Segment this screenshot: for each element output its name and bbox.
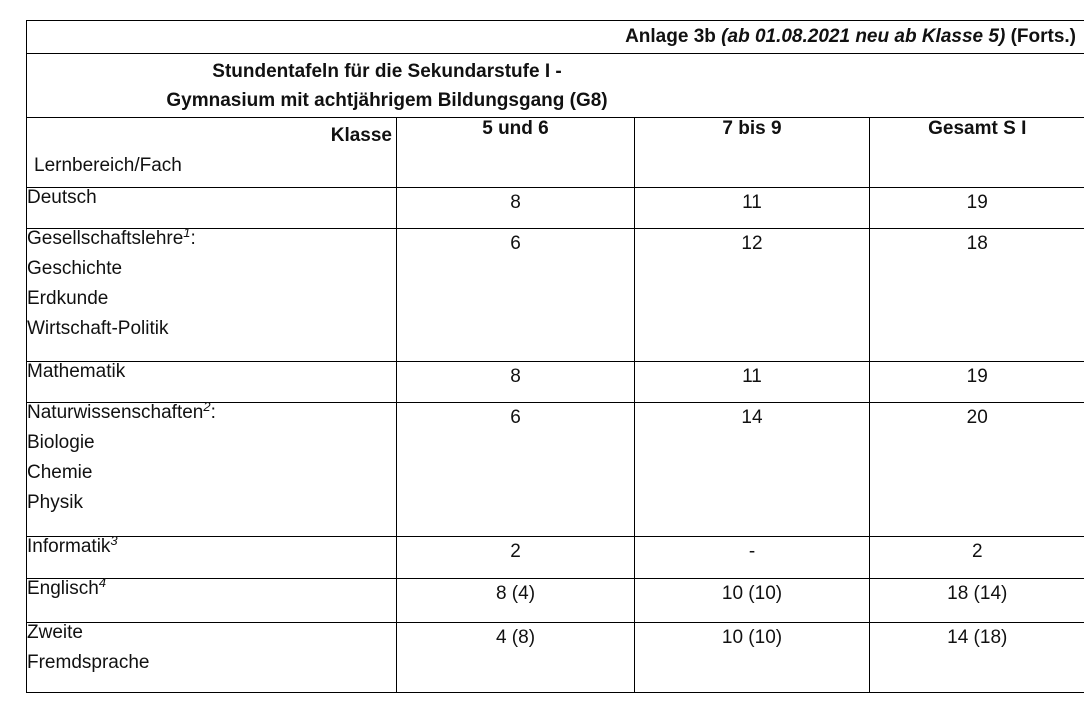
table-row: [27, 403, 1084, 537]
value-5-6: 6: [397, 403, 635, 537]
value-7-9: 14: [635, 403, 870, 537]
fach-cell: [27, 623, 397, 693]
header-cell-fach: [27, 118, 397, 188]
fach-cell: [27, 188, 397, 229]
fach-cell: [27, 575, 397, 623]
anlage-label: Anlage 3b (ab 01.08.2021 neu ab Klasse 5) (Forts.): [625, 26, 1076, 47]
fach-subitem: Erdkunde: [27, 288, 109, 309]
fach-name: Mathematik: [27, 361, 126, 382]
value-5-6: 2: [397, 537, 635, 579]
fach-cell: [27, 362, 397, 403]
table-row: [27, 537, 1084, 579]
value-7-9: 10 (10): [635, 623, 870, 693]
table-row: [27, 623, 1084, 693]
fach-cell: [27, 399, 397, 537]
header-lernbereich: Lernbereich/Fach: [34, 155, 182, 176]
value-7-9: 11: [635, 188, 870, 229]
title-line-2: Gymnasium mit achtjährigem Bildungsgang (G8): [166, 90, 608, 111]
table-row: [27, 188, 1084, 229]
value-gesamt: 18 (14): [870, 579, 1084, 623]
table-row: [27, 579, 1084, 623]
value-5-6: 8: [397, 188, 635, 229]
value-7-9: 10 (10): [635, 579, 870, 623]
fach-suffix: :: [190, 228, 196, 249]
fach-name: Englisch$^4$: [27, 575, 107, 599]
fach-suffix: :: [210, 402, 216, 423]
value-gesamt: 19: [870, 188, 1084, 229]
table-header-row: [27, 118, 1084, 188]
header-col-7-9: 7 bis 9: [635, 118, 870, 188]
fach-subitem: Chemie: [27, 462, 93, 483]
anlage-date-note: (ab 01.08.2021 neu ab Klasse 5): [721, 26, 1006, 47]
footnote-marker: 4: [98, 575, 107, 590]
stundentafel-table: [26, 117, 1084, 693]
fach-name: Gesellschaftslehre$^1$:: [27, 225, 196, 249]
footnote-marker: 1: [183, 225, 191, 240]
fach-name: Informatik$^3$: [27, 533, 118, 557]
value-gesamt: 19: [870, 362, 1084, 403]
fach-cell: [27, 225, 397, 362]
fach-name: Zweite: [27, 622, 83, 643]
anlage-header-row: [26, 20, 1084, 54]
value-gesamt: 18: [870, 229, 1084, 362]
value-5-6: 6: [397, 229, 635, 362]
footnote-marker: 3: [110, 533, 118, 548]
fach-subitem: Physik: [27, 492, 83, 513]
value-7-9: -: [635, 537, 870, 579]
title-row: [26, 53, 1084, 118]
value-5-6: 8 (4): [397, 579, 635, 623]
header-klasse: Klasse: [330, 125, 392, 146]
value-gesamt: 2: [870, 537, 1084, 579]
fach-name: Deutsch: [27, 187, 97, 208]
value-gesamt: 20: [870, 403, 1084, 537]
value-7-9: 11: [635, 362, 870, 403]
table-row: [27, 229, 1084, 362]
footnote-marker: 2: [203, 399, 211, 414]
header-col-5-6: 5 und 6: [397, 118, 635, 188]
fach-name: Naturwissenschaften$^2$:: [27, 399, 216, 423]
fach-subitem: Wirtschaft-Politik: [27, 318, 169, 339]
fach-subitem: Biologie: [27, 432, 95, 453]
value-5-6: 4 (8): [397, 623, 635, 693]
value-7-9: 12: [635, 229, 870, 362]
value-5-6: 8: [397, 362, 635, 403]
fach-cell: [27, 533, 397, 579]
table-row: [27, 362, 1084, 403]
title-line-1: Stundentafeln für die Sekundarstufe I -: [212, 61, 562, 82]
fach-subitem: Geschichte: [27, 258, 123, 279]
fach-subitem: Fremdsprache: [27, 652, 150, 673]
header-col-gesamt: Gesamt S I: [870, 118, 1084, 188]
value-gesamt: 14 (18): [870, 623, 1084, 693]
